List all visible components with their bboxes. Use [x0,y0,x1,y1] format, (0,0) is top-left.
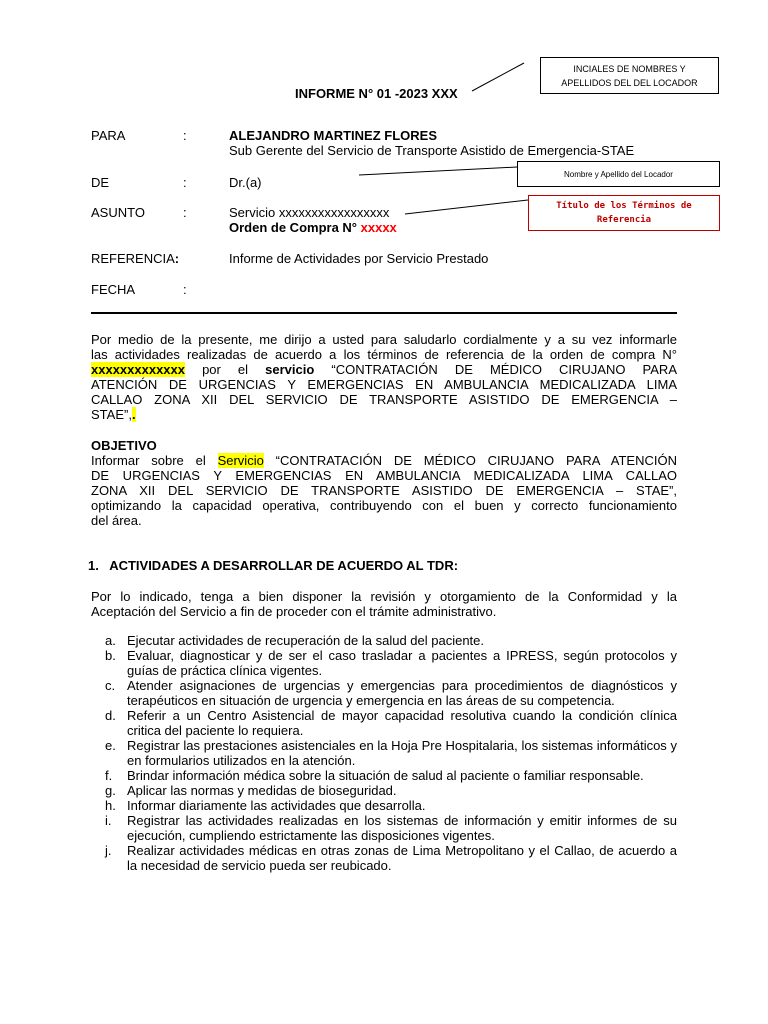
callout-initials-text: INCIALES DE NOMBRES Y APELLIDOS DEL DEL LOCADOR [561,63,698,88]
objective-line-2: DE URGENCIAS Y EMERGENCIAS EN AMBULANCIA MEDICALIZADA LIMA CALLAO [91,468,677,483]
list-item [91,768,677,783]
section-1-line-1: Por lo indicado, tenga a bien disponer la revisión y otorgamiento de la Conformidad y la [91,589,677,604]
list-item-text: Realizar actividades médicas en otras zonas de Lima Metropolitano y el Callao, de acuerdo a la necesidad de servicio pueda ser reubicado. [127,843,677,873]
objective-section [91,438,677,528]
section-1-line-2: Aceptación del Servicio a fin de proceder con el trámite administrativo. [91,604,497,619]
intro-line-3-rest: “CONTRATACIÓN DE MÉDICO CIRUJANO PARA [331,362,677,377]
callout-name [517,161,720,187]
list-marker: a. [105,633,116,648]
list-marker: d. [105,708,116,723]
connector-terms [405,200,528,214]
ref-label-line [91,251,179,266]
intro-line-6-mark: . [131,407,136,422]
asunto-colon: : [183,205,187,220]
list-item-text: Referir a un Centro Asistencial de mayor capacidad resolutiva cuando la condición clínica critica del paciente lo requiera. [127,708,677,738]
list-marker: c. [105,678,116,693]
intro-servicio: servicio [265,362,315,377]
para-position: Sub Gerente del Servicio de Transporte Asistido de Emergencia-STAE [229,143,635,158]
list-item-text: Atender asignaciones de urgencias y emergencias para procedimientos de diagnósticos y terapéuticos en situación de urgencia y emergencia en las áreas de su competencia. [127,678,677,708]
para-label: PARA [91,128,126,143]
objective-line-1-rest: “CONTRATACIÓN DE MÉDICO CIRUJANO PARA ATENCIÓN [263,453,677,468]
list-item [91,843,677,873]
objective-lead: Informar sobre el [91,453,206,468]
list-item [91,678,677,708]
callout-terms-title [528,195,720,231]
intro-line-6-text: STAE”, [91,407,132,422]
callout-terms-title-text: Título de los Términos de Referencia [556,201,692,225]
list-marker: b. [105,648,116,663]
objective-servicio: Servicio [217,453,264,468]
intro-paragraph [91,332,677,422]
list-marker: g. [105,783,116,798]
connector-title [472,63,524,91]
list-item-text: Ejecutar actividades de recuperación de la salud del paciente. [127,633,485,648]
list-item [91,648,677,678]
intro-line-4: ATENCIÓN DE URGENCIAS Y EMERGENCIAS EN AMBULANCIA MEDICALIZADA LIMA [91,377,677,392]
orden-label: Orden de Compra N° [229,220,357,235]
asunto-value: Servicio xxxxxxxxxxxxxxxxx [229,205,390,220]
objective-heading: OBJETIVO [91,438,157,453]
asunto-label: ASUNTO [91,205,145,220]
intro-line-2: las actividades realizadas de acuerdo a los términos de referencia de la orden de compra N° [91,347,677,362]
fecha-colon: : [183,282,187,297]
list-item-text: Aplicar las normas y medidas de bioseguridad. [127,783,397,798]
para-colon: : [183,128,187,143]
list-item [91,813,677,843]
de-label: DE [91,175,110,190]
list-item-text: Registrar las actividades realizadas en los sistemas de información y emitir informes de su ejecución, cumpliendo estrictamente las disposiciones vigentes. [127,813,677,843]
list-marker: h. [105,798,116,813]
intro-line-3 [91,362,677,377]
objective-line-3: ZONA XII DEL SERVICIO DE TRANSPORTE ASISTIDO DE EMERGENCIA – STAE”, [91,483,677,498]
fecha-label: FECHA [91,282,136,297]
list-item [91,633,677,648]
list-marker: f. [105,768,113,783]
list-item [91,738,677,768]
objective-line-4: optimizando la capacidad operativa, contribuyendo con el buen y correcto funcionamiento [91,498,677,513]
connector-name [359,167,517,175]
intro-line-6 [91,407,677,422]
list-item [91,708,677,738]
para-name: ALEJANDRO MARTINEZ FLORES [229,128,437,143]
intro-line-5: CALLAO ZONA XII DEL SERVICIO DE TRANSPORTE ASISTIDO DE EMERGENCIA – [91,392,677,407]
list-item-text: Evaluar, diagnosticar y de ser el caso trasladar a pacientes a IPRESS, según protocolos y guías de práctica clínica vigentes. [127,648,677,678]
list-marker: j. [105,843,112,858]
list-item-text: Informar diariamente las actividades que desarrolla. [127,798,426,813]
ref-colon: : [174,251,180,266]
list-item [91,783,677,798]
objective-line-5: del área. [91,513,142,528]
ref-value: Informe de Actividades por Servicio Prestado [229,251,489,266]
list-marker: i. [105,813,112,828]
report-title: INFORME N° 01 -2023 XXX [295,86,458,101]
orden-value: xxxxx [360,220,397,235]
header-divider [91,312,677,314]
list-item-text: Registrar las prestaciones asistenciales en la Hoja Pre Hospitalaria, los sistemas informáticos y en formularios utilizados en la atención. [127,738,677,768]
list-marker: e. [105,738,116,753]
callout-name-text: Nombre y Apellido del Locador [564,169,673,179]
section-1-paragraph [91,589,677,619]
activities-list [91,633,677,873]
de-value: Dr.(a) [229,175,262,190]
objective-line-1 [91,453,677,468]
intro-por-el: por el [202,362,249,377]
intro-line-1: Por medio de la presente, me dirijo a usted para saludarlo cordialmente y a su vez informarle [91,332,677,347]
ref-label: REFERENCIA [91,251,175,266]
list-item [91,798,677,813]
intro-order-number: xxxxxxxxxxxxx [91,362,185,377]
de-colon: : [183,175,187,190]
list-item-text: Brindar información médica sobre la situación de salud al paciente o familiar responsable. [127,768,644,783]
section-1-heading: 1. ACTIVIDADES A DESARROLLAR DE ACUERDO AL TDR: [88,558,459,573]
callout-initials [540,57,719,94]
orden-line [229,220,397,235]
